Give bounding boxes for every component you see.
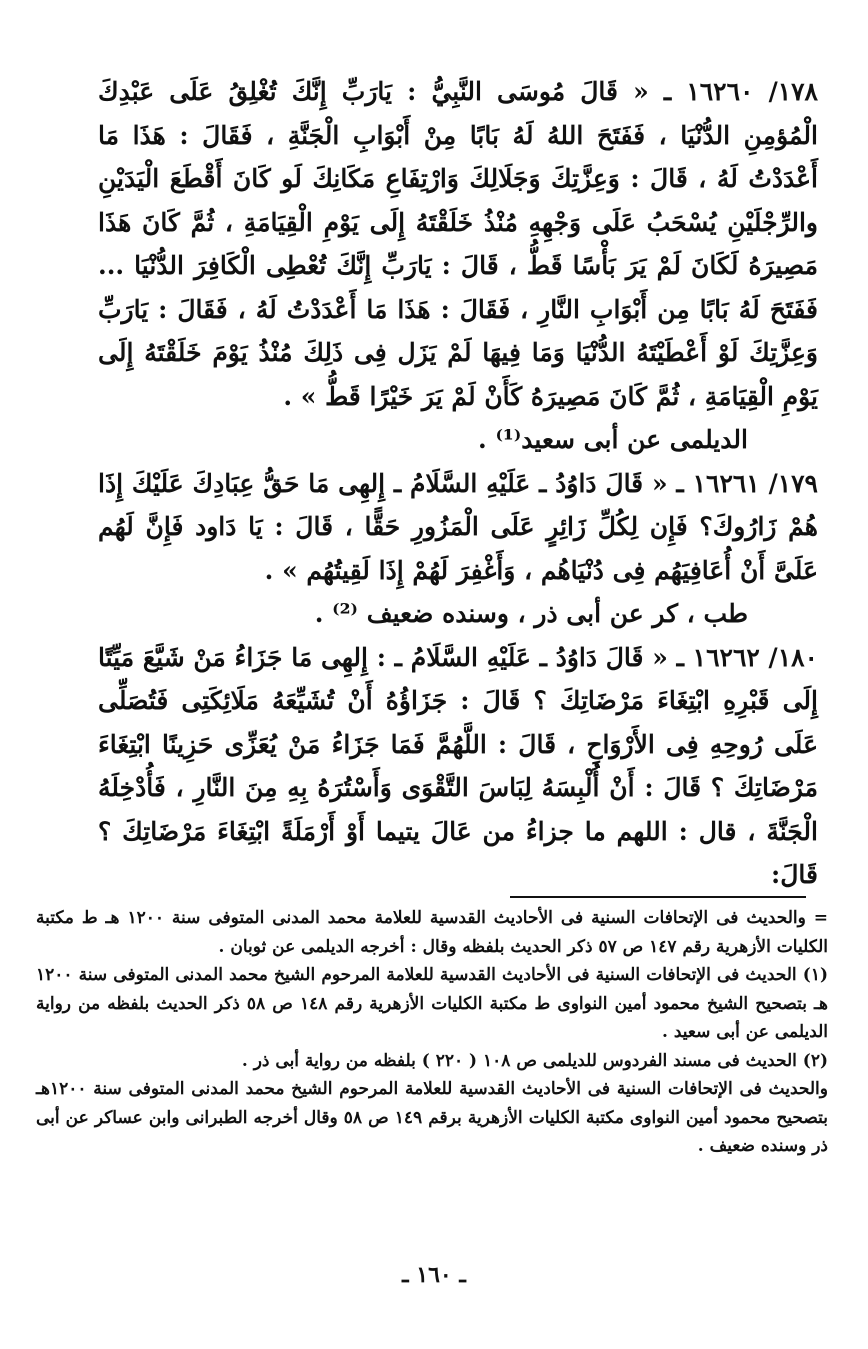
hadith-179: ١٧٩/ ١٦٢٦١ ـ « قَالَ دَاوُدُ ـ عَلَيْهِ السَّلَامُ ـ إِلهِى مَا حَقُّ عِبَادِكَ عَلَيْكَ إِذَا هُمْ زَارُوكَ؟ فَإِن لِكُلِّ زَائِرٍ عَلَى الْمَزُورِ حَقًّا ، قَالَ : يَا دَاود فَإِنَّ لَهُم عَلَىَّ أَنْ أُعَافِيَهُم فِى دُنْيَاهُم ، وَأَغْفِرَ لَهُمْ إِذَا لَقِيتُهُم » . [98,468,818,585]
page-number: ـ ١٦٠ ـ [402,1262,466,1288]
footnote-2a: (٢) الحديث فى مسند الفردوس للديلمى ص ١٠٨ ( ٢٢٠ ) بلفظه من رواية أبى ذر . [241,1050,828,1071]
hadith-179-source: طب ، كر عن أبى ذر ، وسنده ضعيف ⁽²⁾ . [314,599,748,628]
footnotes [36,904,828,1161]
footnote-2b: والحديث فى الإتحافات السنية فى الأحاديث القدسية للعلامة المرحوم الشيخ محمد المدنى المتوفى سنة ١٢٠٠هـ بتصحيح محمود أمين النواوى مكتبة الكليات الأزهرية برقم ١٤٩ ص ٥٨ وقال أخرجه الطبرانى وابن عساكر عن أبى ذر وسنده ضعيف . [36,1079,829,1156]
footnote-1: (١) الحديث فى الإتحافات السنية فى الأحاديث القدسية للعلامة المرحوم الشيخ محمد المدنى المتوفى سنة ١٢٠٠ هـ بتصحيح الشيخ محمود أمين النواوى ط مكتبة الكليات الأزهرية رقم ١٤٨ ص ٥٨ ذكر الحديث بلفظه من رواية الديلمى عن أبى سعيد . [36,965,829,1042]
hadith-180: ١٨٠/ ١٦٢٦٢ ـ « قَالَ دَاوُدُ ـ عَلَيْهِ السَّلَامُ ـ : إِلهِى مَا جَزَاءُ مَنْ شَيَّعَ مَيِّتًا إِلَى قَبْرِهِ ابْتِغَاءَ مَرْضَاتِكَ ؟ قَالَ : جَزَاؤُهُ أَنْ تُشَيِّعَهُ مَلَائِكَتِى فَتُصَلِّى عَلَى رُوحِهِ فِى الأَرْوَاحِ ، قَالَ : اللَّهُمَّ فَمَا جَزَاءُ مَنْ يُعَزِّى حَزِينًا ابْتِغَاءَ مَرْضَاتِكَ ؟ قَالَ : أَنْ أُلْبِسَهُ لِبَاسَ التَّقْوَى وَأَسْتُرَهُ بِهِ مِنَ النَّارِ ، فَأُدْخِلَهُ الْجَنَّةَ ، قال : اللهم ما جزاءُ من عَالَ يتيما أَوْ أَرْمَلَةً ابْتِغَاءَ مَرْضَاتِكَ ؟ قَالَ: [98,642,818,889]
footnote-divider [510,896,806,898]
footnote-continuation: = والحديث فى الإتحافات السنية فى الأحاديث القدسية للعلامة محمد المدنى المتوفى سنة ١٢٠٠ هـ ط مكتبة الكليات الأزهرية رقم ١٤٧ ص ٥٧ ذكر الحديث بلفظه وقال : أخرجه الديلمى عن ثوبان . [36,908,829,957]
hadith-178-source: الديلمى عن أبى سعيد⁽¹⁾ . [478,425,748,454]
hadith-178: ١٧٨/ ١٦٢٦٠ ـ « قَالَ مُوسَى النَّبِيُّ : يَارَبِّ إِنَّكَ تُغْلِقُ عَلَى عَبْدِكَ الْمُؤمِنِ الدُّنْيَا ، فَفَتَحَ اللهُ لَهُ بَابًا مِنْ أَبْوَابِ الْجَنَّةِ ، فَقَالَ : هَذَا مَا أَعْدَدْتُ لَهُ ، قَالَ : وَعِزَّتِكَ وَجَلَالِكَ وَارْتِفَاعِ مَكَانِكَ لَو كَانَ أَقْطَعَ الْيَدَيْنِ والرِّجْلَيْنِ يُسْحَبُ عَلَى وَجْهِهِ مُنْذُ خَلَقْتَهُ إِلَى يَوْمِ الْقِيَامَةِ ، ثُمَّ كَانَ هَذَا مَصِيرَهُ لَكَانَ لَمْ يَرَ بَأْسًا قَطُّ ، قَالَ : يَارَبِّ إِنَّكَ تُعْطِى الْكَافِرَ الدُّنْيَا ... فَفَتَحَ لَهُ بَابًا مِن أَبْوَابِ النَّارِ ، فَقَالَ : هَذَا مَا أَعْدَدْتُ لَهُ ، فَقَالَ : يَارَبِّ وَعِزَّتِكَ لَوْ أَعْطَيْتَهُ الدُّنْيَا وَمَا فِيهَا لَمْ يَزَل فِى ذَلِكَ مُنْذُ يَوْمَ خَلَقْتَهُ إِلَى يَوْمِ الْقِيَامَةِ ، ثُمَّ كَانَ مَصِيرَهُ كَأَنْ لَمْ يَرَ خَيْرًا قَطُّ » . [98,77,818,411]
main-text [98,70,818,897]
